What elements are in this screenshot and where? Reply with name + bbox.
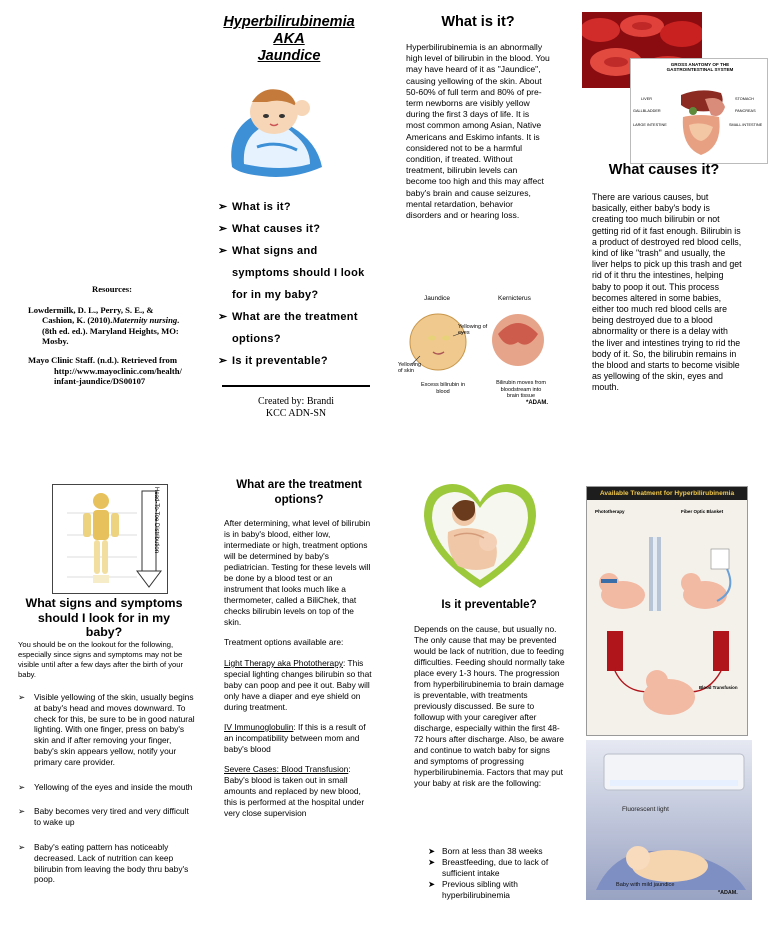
gi-label: SMALL INTESTINE [729, 123, 763, 127]
divider [222, 385, 370, 387]
risk-factor-item: ➤ Breastfeeding, due to lack of sufficient intake [428, 857, 549, 878]
signs-bullet: ➢ Baby's eating pattern has noticeably decreased. Lack of nutrition can keep bilirubin from leaving the body thru baby's poop. [18, 842, 196, 885]
reference-1: Lowdermilk, D. L., Perry, S. E., & Cashion, K. (2010).Maternity nursing. (8th ed. ed.). Maryland Heights, MO: Mosby. [28, 304, 180, 347]
title-line-2: AKA [273, 31, 305, 47]
gi-label: STOMACH [735, 97, 754, 101]
title-block [204, 14, 374, 65]
fig-label-yellow-skin: Yellowing of skin [398, 362, 422, 374]
what-causes-heading: What causes it? [608, 162, 720, 178]
poster-col1-title: Phototherapy [595, 509, 625, 514]
chart-label-head-to-toe: Head-To-Toe Distribution [153, 487, 159, 554]
treatment-option-3: Severe Cases: Blood Transfusion: Baby's blood is taken out in small amounts and replaced by new blood, this is performed at the hospital under very close supervision [224, 764, 365, 818]
table-of-contents [218, 196, 368, 372]
fig-caption-right: Bilirubin moves from bloodstream into brain tissue [496, 380, 546, 399]
gi-label: LIVER [641, 97, 652, 101]
gi-diagram-title: GROSS ANATOMY OF THE GASTROINTESTINAL SYSTEM [666, 62, 734, 73]
risk-factor-item: ➤ Born at less than 38 weeks [428, 846, 543, 856]
poster-title: Available Treatment for Hyperbilirubinemia [587, 487, 747, 500]
poster-col2-title: Fiber Optic Blanket [681, 509, 724, 514]
signs-bullet: ➢ Yellowing of the eyes and inside the mouth [18, 782, 196, 793]
phototherapy-photo [586, 740, 752, 900]
gi-label: GALLBLADDER [633, 109, 661, 113]
reference-2: Mayo Clinic Staff. (n.d.). Retrieved from http://www.mayoclinic.com/health/infant-jaundice/DS00107 [28, 354, 182, 387]
baby-cartoon-image [222, 72, 332, 180]
gi-label: PANCREAS [735, 109, 756, 113]
risk-factor-list [428, 846, 568, 901]
resources-title: Resources: [92, 284, 132, 294]
photo-label-baby: Baby with mild jaundice [616, 882, 675, 888]
treatment-options-label: Treatment options available are: [224, 637, 344, 647]
signs-intro: You should be on the lookout for the following, especially since signs and symptoms may not be visible until after a few days after the birth of your baby. [18, 640, 184, 679]
what-causes-body: There are various causes, but basically, either baby's body is creating too much bilirubin or not getting rid of it fast enough. Bilirubin is a product of destroyed red blood cells, kind of like "trash" and usually, the liver helps to pick up this trash and get rid of it thru the intestines, helping baby to poop it out. This process becomes altered in some babies, either too much red blood cells are being destroyed due to a blood abnormality or there is a delay with the liver and intestines trying to rid the body of it. So, the bilirubin remains in the blood and starts to become visible as yellowing of the skin, eyes and mouth. [592, 192, 742, 393]
photo-label-fluorescent: Fluorescent light [622, 806, 669, 813]
poster-transfusion-title: Blood Transfusion [699, 685, 738, 690]
signs-heading: What signs and symptoms should I look for in my baby? [25, 596, 183, 639]
what-is-it-body: Hyperbilirubinemia is an abnormally high level of bilirubin in the blood. You may have heard of it as "Jaundice", causing yellowing of the skin. About 50-60% of full term and 80% of pre-term newborns are visibly yellow during the first 3 days of life. It is most common among Asian, Native Americans and Eskimo infants. It is considered not to be a harmful condition, if treated. Without treatment, bilirubin levels can become too high and this may affect baby's brain and cause seizures, mental retardation, behavior disorders and or hearing loss. [406, 42, 550, 221]
treatment-option-2: IV Immunoglobulin: If this is a result of an incompatibility between mom and baby's blood [224, 722, 366, 754]
signs-bullet-list [18, 692, 196, 899]
what-is-it-heading: What is it? [441, 14, 515, 30]
fig-label-jaundice: Jaundice [424, 295, 451, 302]
treatment-poster [586, 486, 748, 736]
fig-brand: *ADAM. [526, 400, 548, 406]
jaundice-kernicterus-figure [398, 292, 558, 410]
signs-bullet: ➢ Baby becomes very tired and very difficult to wake up [18, 806, 196, 828]
head-to-toe-chart [52, 484, 168, 594]
signs-bullet: ➢ Visible yellowing of the skin, usually begins at baby's head and moves downward. To check for this, be sure to be in good natural lighting. With one finger, press on baby's skin and if after removing your finger, baby's skin appears yellow, notify your primary care provider. [18, 692, 196, 768]
toc-item[interactable]: ➢ What signs and symptoms should I look for in my baby? [218, 240, 368, 306]
toc-item[interactable]: ➢ What is it? [218, 196, 368, 218]
fig-label-kernicterus: Kernicterus [498, 295, 531, 302]
created-by: Created by: Brandi KCC ADN-SN [257, 396, 335, 419]
fig-caption-left: Excess bilirubin in blood [420, 382, 466, 395]
fig-label-yellow-eyes: Yellowing of eyes [458, 324, 488, 336]
toc-item[interactable]: ➢ What causes it? [218, 218, 368, 240]
treatment-intro: After determining, what level of bilirubin is in baby's blood, either low, intermediate or high, treatment options will be determined by baby's pediatrician. Testing for these levels will be done by a blood test or an instrument that looks much like a thermometer, called a BiliChek, that checks bilirubin levels on top of the skin. [224, 518, 371, 627]
title-line-1: Hyperbilirubinemia [223, 14, 355, 30]
toc-item[interactable]: ➢ Is it preventable? [218, 350, 368, 372]
treatment-heading: What are the treatment options? [236, 478, 362, 506]
preventable-body: Depends on the cause, but usually no. The only cause that may be prevented would be lack of nutrition, due to feeding difficulties. Feeding should normally take place every 1-3 hours. The progression from hyperbilirubinemia to brain damage is preventable, with treatments previously discussed. Be sure to followup with your caregiver after discharge, especially within the first 48-72 hours after discharge. Also, be aware and continue to watch baby for signs and symptoms of progressing hyperbilirubinemia. Factors that may put your baby at risk are the following: [414, 624, 565, 788]
treatment-option-1: Light Therapy aka Phototherapy: This special lighting changes bilirubin so that baby can poop and pee it out. Baby will only have a diaper and eye shield on during treatment. [224, 658, 372, 712]
title-line-3: Jaundice [257, 48, 321, 64]
risk-factor-item: ➤ Previous sibling with hyperbilirubinemia [428, 879, 518, 900]
preventable-heading: Is it preventable? [441, 598, 537, 611]
photo-brand: *ADAM. [718, 890, 738, 896]
resources-panel [22, 284, 182, 387]
toc-item[interactable]: ➢ What are the treatment options? [218, 306, 368, 350]
treatment-body [224, 518, 372, 828]
mother-baby-heart-image [418, 476, 542, 592]
gi-anatomy-diagram [630, 58, 768, 164]
gi-label: LARGE INTESTINE [633, 123, 667, 127]
